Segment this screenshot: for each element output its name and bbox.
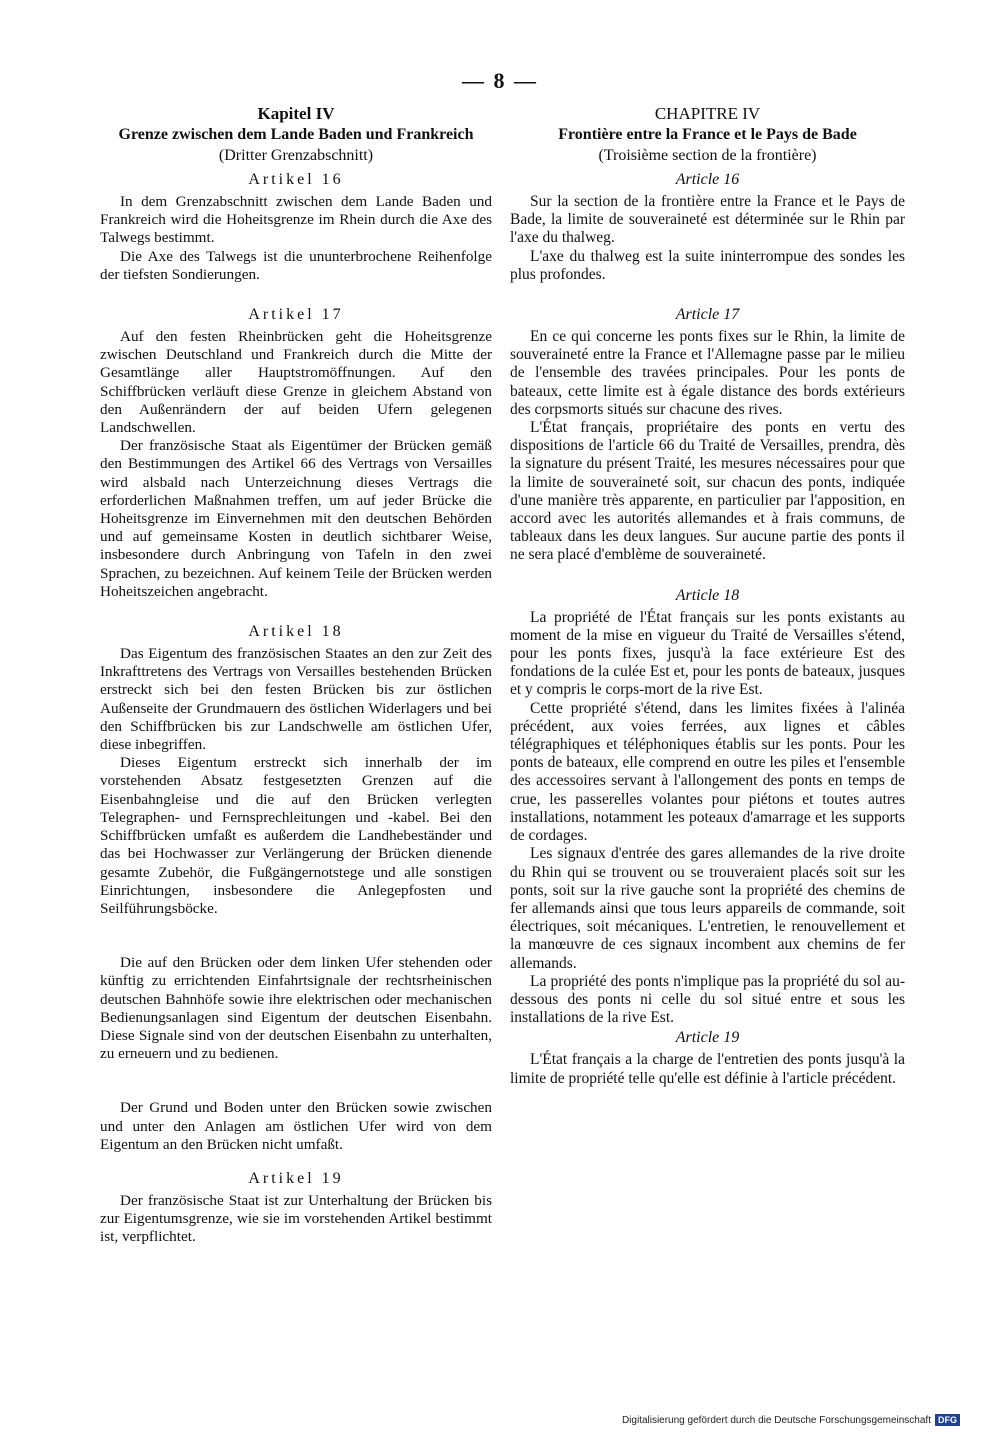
german-chapter-title: Kapitel IV (257, 104, 335, 123)
german-article-18-heading: Artikel 18 (248, 623, 344, 641)
german-article-16-para-2: Die Axe des Talwegs ist die ununterbrochene Reihenfolge der tiefsten Sondierungen. (100, 247, 492, 283)
german-article-19-para-1: Der französische Staat ist zur Unterhaltung der Brücken bis zur Eigentumsgrenze, wie sie im vorstehenden Artikel bestimmt ist, verpflichtet. (100, 1191, 492, 1246)
german-column (100, 103, 492, 1247)
french-column (510, 103, 905, 1088)
french-article-19-heading: Article 19 (675, 1029, 740, 1047)
french-chapter-section: (Troisième section de la frontière) (598, 147, 817, 164)
french-chapter-title: CHAPITRE IV (654, 104, 761, 123)
german-article-18-para-3: Die auf den Brücken oder dem linken Ufer stehenden oder künftig zu errichtenden Einfahrtsignale der rechtsrheinischen deutschen Bahnhöfe sowie ihre elektrischen oder mechanischen Bedienungsanlagen sind Eigentum der deutschen Eisenbahn. Diese Signale sind von der deutschen Eisenbahn zu unterhalten, zu erneuern und zu bedienen. (100, 954, 492, 1063)
digitization-credit-text: Digitalisierung gefördert durch die Deutsche Forschungsgemeinschaft (621, 1414, 931, 1426)
french-article-18-para-3: Les signaux d'entrée des gares allemandes de la rive droite du Rhin qui se trouvent ou se trouveraient placés soit sur les ponts, soit sur la rive gauche sont la propriété des chemins de fer allemands ainsi que tous leurs appareils de commande, soit électriques, soit mécaniques. L'entretien, le renouvellement et la manœuvre de ces signaux incombent aux chemins de fer allemands. (510, 845, 905, 972)
french-article-16-heading: Article 16 (675, 171, 740, 188)
dfg-logo-icon: DFG (935, 1414, 960, 1426)
german-article-17-heading: Artikel 17 (248, 306, 344, 324)
french-chapter-subtitle: Frontière entre la France et le Pays de Bade (558, 126, 857, 143)
french-article-17-para-1: En ce qui concerne les ponts fixes sur le Rhin, la limite de souveraineté entre la France et l'Allemagne passe par le milieu de l'ensemble des travées principales. Pour les ponts de bateaux, cette limite est à égale distance des bords extérieurs des corpsmorts situés sur chacune des rives. (510, 328, 905, 418)
german-article-18-para-1: Das Eigentum des französischen Staates an den zur Zeit des Inkrafttretens des Vertrags von Versailles bestehenden Brücken erstreckt sich bei den festen Brücken bis zur östlichen Außenseite der Grundmauern des östlichen Widerlagers und bei den Schiffbrücken bis zur Landschwelle am östlichen Ufer, diese inbegriffen. (100, 645, 492, 754)
french-article-18-para-1: La propriété de l'État français sur les ponts existants au moment de la mise en vigueur du Traité de Versailles s'étend, pour les ponts fixes, jusqu'à la face extérieure Est des fondations de la culée Est et, pour les ponts de bateaux, jusques et y compris le corps-mort de la rive Est. (510, 608, 905, 699)
french-article-18-para-2: Cette propriété s'étend, dans les limites fixées à l'alinéa précédent, aux voies ferrées, aux lignes et câbles télégraphiques et téléphoniques établis sur les ponts. Pour les ponts de bateaux, elle comprend en outre les piles et l'ensemble des accessoires servant à l'allongement des ponts en temps de crue, les passerelles volantes pour piétons et toutes autres installations, notamment les poteaux d'amarrage et les supports de cordages. (510, 699, 905, 845)
french-article-19-para-1: L'État français a la charge de l'entretien des ponts jusqu'à la limite de propriété telle qu'elle est définie à l'article précédent. (510, 1051, 905, 1087)
german-article-18-para-2: Dieses Eigentum erstreckt sich innerhalb der im vorstehenden Absatz festgesetzten Grenzen auf die Eisenbahngleise und die auf den Brücken verlegten Telegraphen- und Fernsprechleitungen und -kabel. Bei den Schiffbrücken umfaßt es außerdem die Landhebeständer und das bei Hochwasser zur Verlängerung der Brücken dienende gesamte Zubehör, die Fußgängernotstege und alle sonstigen Einrichtungen, insbesondere die Anlegepfosten und Seilführungsböcke. (100, 754, 492, 917)
german-chapter-section: (Dritter Grenzabschnitt) (218, 147, 374, 164)
french-article-18-para-4: La propriété des ponts n'implique pas la propriété du sol au-dessous des ponts ni celle du sol situé entre et sous les installations de la rive Est. (510, 972, 905, 1027)
page-number: — 8 — (462, 68, 538, 93)
french-article-18-heading: Article 18 (675, 586, 740, 604)
german-article-19-heading: Artikel 19 (248, 1169, 344, 1187)
german-article-16-para-1: In dem Grenzabschnitt zwischen dem Lande Baden und Frankreich wird die Hoheitsgrenze im Rhein durch die Axe des Talwegs bestimmt. (100, 193, 492, 247)
german-article-17-para-2: Der französische Staat als Eigentümer der Brücken gemäß den Bestimmungen des Artikel 66 des Vertrags von Versailles wird alsbald nach Unterzeichnung dieses Vertrags die erforderlichen Maßnahmen treffen, um auf jeder Brücke die Hoheitsgrenze im Einvernehmen mit den deutschen Behörden und auf gemeinsame Kosten in deutlich sichtbarer Weise, insbesondere durch Anbringung von Tafeln in den zwei Sprachen, zu bezeichnen. Auf keinem Teile der Brücken werden Hoheitszeichen angebracht. (100, 437, 492, 600)
french-article-16-para-2: L'axe du thalweg est la suite ininterrompue des sondes les plus profondes. (510, 247, 905, 283)
german-article-18-para-4: Der Grund und Boden unter den Brücken sowie zwischen und unter den Anlagen am östlichen Ufer wird von dem Eigentum an den Brücken nicht umfaßt. (100, 1099, 492, 1153)
digitization-credit (622, 1414, 960, 1426)
french-article-17-para-2: L'État français, propriétaire des ponts en vertu des dispositions de l'article 66 du Traité de Versailles, prendra, dès la signature du présent Traité, les mesures nécessaires pour que la limite de souveraineté soit, sur chacun des ponts, indiquée d'une manière très apparente, en particulier par l'apposition, en accord avec les autorités allemandes et à frais communs, de tableaux dans les deux langues. Sur aucune partie des ponts il ne sera placé d'emblème de souveraineté. (510, 419, 905, 564)
french-article-17-heading: Article 17 (675, 306, 740, 324)
french-article-16-para-1: Sur la section de la frontière entre la France et le Pays de Bade, la limite de souveraineté est déterminée sur le Rhin par l'axe du thalweg. (510, 193, 905, 247)
german-article-16-heading: Artikel 16 (248, 171, 344, 188)
german-article-17-para-1: Auf den festen Rheinbrücken geht die Hoheitsgrenze zwischen Deutschland und Frankreich durch die Mitte der Gesamtlänge aller Hauptstromöffnungen. Auf den Schiffbrücken verläuft diese Grenze in gleichem Abstand von den Außenrändern der auf beiden Ufern gelegenen Landschwellen. (100, 328, 492, 437)
german-chapter-subtitle: Grenze zwischen dem Lande Baden und Frankreich (118, 126, 474, 143)
